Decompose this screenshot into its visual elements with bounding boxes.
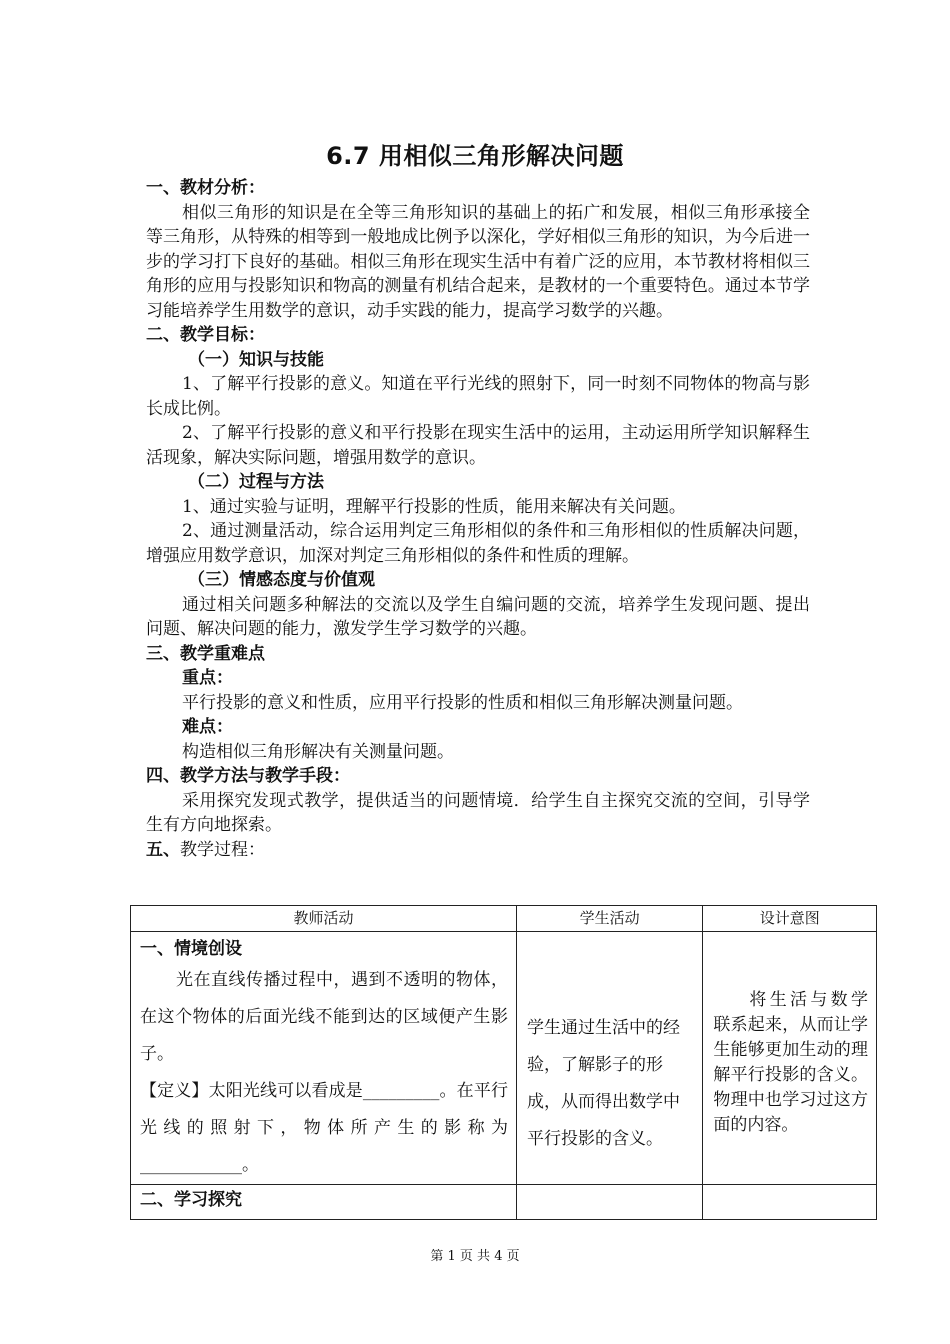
- objective-item: 2、通过测量活动，综合运用判定三角形相似的条件和三角形相似的性质解决问题，增强应用数学意识，加深对判定三角形相似的条件和性质的理解。: [146, 521, 810, 566]
- page-title: 6.7 用相似三角形解决问题: [326, 142, 624, 170]
- section-heading-3: 三、教学重难点: [146, 643, 265, 664]
- document-body: [146, 176, 810, 862]
- section-heading-2: 二、教学目标：: [146, 325, 265, 345]
- situation-text: 光在直线传播过程中，遇到不透明的物体，在这个物体的后面光线不能到达的区域便产生影子。: [140, 970, 508, 1064]
- teacher-activity-cell: [131, 1185, 517, 1220]
- design-intent-text: 将生活与数学联系起来，从而让学生能够更加生动的理解平行投影的含义。物理中也学习过这方面的内容。: [713, 990, 868, 1135]
- page-footer: 第 1 页 共 4 页: [430, 1249, 520, 1264]
- student-activity-cell: 学生通过生活中的经验，了解影子的形成，从而得出数学中平行投影的含义。: [516, 932, 702, 1185]
- design-intent-cell: [703, 932, 877, 1185]
- header-student-activity: 学生活动: [516, 906, 702, 932]
- section-heading-1: 一、教材分析：: [146, 178, 265, 198]
- objective-item: 1、了解平行投影的意义。知道在平行光线的照射下，同一时刻不同物体的物高与影长成比例。: [146, 374, 810, 419]
- subheading-process: （二）过程与方法: [188, 472, 324, 492]
- difficulty-body: 构造相似三角形解决有关测量问题。: [182, 741, 454, 762]
- section-5-number: 五、: [146, 839, 180, 860]
- section-5-title: 教学过程：: [180, 839, 265, 860]
- section-4-body: 采用探究发现式教学，提供适当的问题情境．给学生自主探究交流的空间，引导学生有方向地探索。: [146, 790, 810, 835]
- difficulty-label: 难点：: [182, 717, 233, 737]
- header-teacher-activity: 教师活动: [131, 906, 517, 932]
- teacher-activity-cell: [131, 932, 517, 1185]
- key-point-body: 平行投影的意义和性质，应用平行投影的性质和相似三角形解决测量问题。: [182, 692, 743, 713]
- table-header-row: [131, 906, 877, 932]
- objective-item: 1、通过实验与证明，理解平行投影的性质，能用来解决有关问题。: [182, 496, 686, 517]
- section-1-body: 相似三角形的知识是在全等三角形知识的基础上的拓广和发展，相似三角形承接全等三角形，从特殊的相等到一般地成比例予以深化，学好相似三角形的知识，为今后进一步的学习打下良好的基础。相似三角形在现实生活中有着广泛的应用，本节教材将相似三角形的应用与投影知识和物高的测量有机结合起来，是教材的一个重要特色。通过本节学习能培养学生用数学的意识，动手实践的能力，提高学习数学的兴趣。: [146, 202, 810, 321]
- design-intent-cell: [703, 1185, 877, 1220]
- row-section-title: 一、情境创设: [140, 939, 242, 959]
- subheading-knowledge: （一）知识与技能: [188, 349, 324, 370]
- teaching-process-table: [130, 905, 877, 1220]
- section-heading-5: [146, 838, 810, 863]
- definition-text: 【定义】太阳光线可以看成是_________。在平行光线的照射下，物体所产生的影称为____________。: [140, 1081, 508, 1175]
- student-activity-cell: [516, 1185, 702, 1220]
- objective-item: 2、了解平行投影的意义和平行投影在现实生活中的运用，主动运用所学知识解释生活现象，解决实际问题，增强用数学的意识。: [146, 423, 810, 468]
- attitude-body: 通过相关问题多种解法的交流以及学生自编问题的交流，培养学生发现问题、提出问题、解决问题的能力，激发学生学习数学的兴趣。: [146, 594, 810, 639]
- key-point-label: 重点：: [182, 668, 233, 688]
- table-row: [131, 1185, 877, 1220]
- section-heading-4: 四、教学方法与教学手段：: [146, 766, 350, 786]
- row-section-title: 二、学习探究: [140, 1190, 242, 1210]
- table-row: [131, 932, 877, 1185]
- subheading-attitude: （三）情感态度与价值观: [188, 570, 375, 590]
- header-design-intent: 设计意图: [703, 906, 877, 932]
